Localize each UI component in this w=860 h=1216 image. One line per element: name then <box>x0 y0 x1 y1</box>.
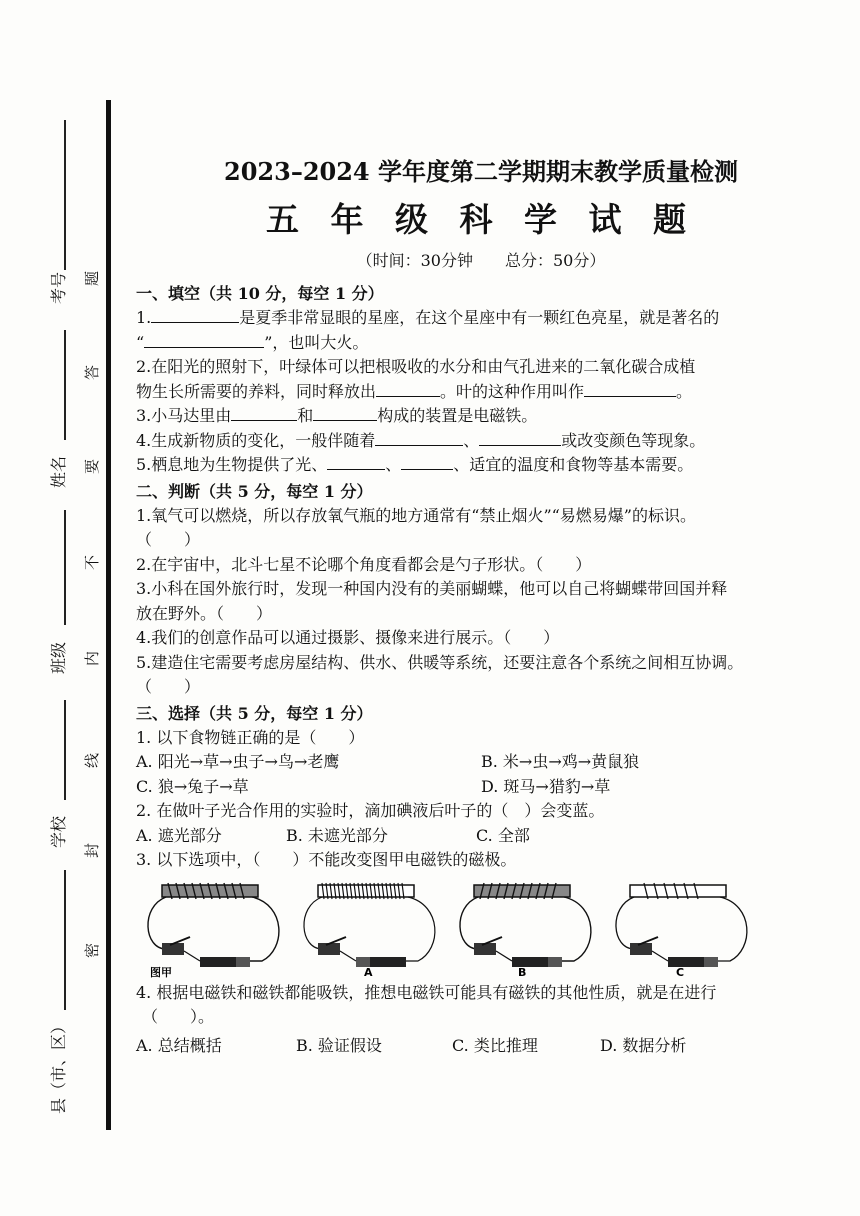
exam-subtitle: 五 年 级 科 学 试 题 <box>266 200 696 239</box>
answer-blank[interactable] <box>144 331 264 348</box>
exam-no-line <box>64 120 66 270</box>
option[interactable]: C. 全部 <box>476 825 530 845</box>
question: 1.氧气可以燃烧，所以存放氧气瓶的地方通常有“禁止烟火”“易燃易爆”的标识。 <box>136 505 696 525</box>
option[interactable]: D. 斑马→猎豹→草 <box>481 776 611 796</box>
seal-char: 封 <box>83 842 102 859</box>
section-heading: 一、填空（共 10 分，每空 1 分） <box>136 284 384 303</box>
time-limit: （时间：30分钟 <box>356 251 473 270</box>
answer-blank[interactable] <box>584 380 676 397</box>
name-label: 姓名 <box>49 455 68 488</box>
question: 3.小科在国外旅行时，发现一种国内没有的美丽蝴蝶，他可以自己将蝴蝶带回国并释 <box>136 579 728 598</box>
answer-bracket[interactable]: （ ）。 <box>142 1007 215 1026</box>
seal-char: 密 <box>83 942 102 959</box>
option[interactable]: A. 总结概括 <box>136 1035 222 1055</box>
answer-blank[interactable] <box>231 404 297 421</box>
class-label: 班级 <box>49 641 68 674</box>
binding-line <box>106 100 111 1130</box>
answer-blank[interactable] <box>151 306 239 323</box>
figure-label: B <box>518 965 527 979</box>
question: 4. 根据电磁铁和磁铁都能吸铁，推想电磁铁可能具有磁铁的其他性质，就是在进行 <box>136 982 717 1002</box>
options-row <box>136 1034 826 1059</box>
seal-char: 不 <box>83 554 102 571</box>
answer-blank[interactable] <box>375 429 463 446</box>
question: 3.小马达里由 和 构成的装置是电磁铁。 <box>136 406 538 425</box>
answer-blank[interactable] <box>479 429 561 446</box>
answer-blank[interactable] <box>327 453 385 470</box>
answer-blank[interactable] <box>376 380 440 397</box>
answer-blank[interactable] <box>313 404 377 421</box>
circuit-figure-a[interactable] <box>296 879 444 979</box>
section-heading: 三、选择（共 5 分，每空 1 分） <box>136 703 373 723</box>
options-row <box>136 775 826 800</box>
exam-title: 2023–2024 学年度第二学期期末教学质量检测 <box>224 157 738 186</box>
county-label: 县（市、区） <box>49 1017 68 1114</box>
answer-bracket[interactable]: （ ） <box>136 677 201 696</box>
question: 4.生成新物质的变化，一般伴随着 、 或改变颜色等现象。 <box>136 430 706 450</box>
option[interactable]: B. 未遮光部分 <box>286 825 388 845</box>
county-line <box>64 870 66 1010</box>
option[interactable]: C. 类比推理 <box>452 1035 538 1055</box>
school-label: 学校 <box>49 815 68 848</box>
question: 5.栖息地为生物提供了光、 、 、适宜的温度和食物等基本需要。 <box>136 455 694 474</box>
seal-char: 要 <box>83 458 102 475</box>
name-line <box>64 330 66 440</box>
option[interactable]: D. 数据分析 <box>600 1035 687 1055</box>
question: 1. 以下食物链正确的是（ ） <box>136 727 365 747</box>
seal-char: 题 <box>83 270 102 287</box>
question: 2.在阳光的照射下，叶绿体可以把根吸收的水分和由气孔进来的二氧化碳合成植 <box>136 357 696 376</box>
options-row <box>136 824 826 849</box>
seal-char: 线 <box>83 752 102 769</box>
question: 放在野外。（ ） <box>136 603 273 623</box>
exam-no-label: 考号 <box>49 271 68 304</box>
option[interactable]: A. 遮光部分 <box>136 825 222 845</box>
figure-label: 图甲 <box>150 965 172 979</box>
option[interactable]: B. 米→虫→鸡→黄鼠狼 <box>481 752 640 771</box>
circuit-figure-c[interactable] <box>608 879 756 979</box>
school-line <box>64 700 66 800</box>
class-line <box>64 510 66 625</box>
answer-bracket[interactable]: （ ） <box>136 530 201 549</box>
options-row <box>136 750 826 775</box>
total-score: 总分：50分） <box>505 251 606 270</box>
exam-meta <box>136 246 826 276</box>
option[interactable]: B. 验证假设 <box>296 1035 382 1055</box>
figure-label: C <box>676 965 685 979</box>
question: “ ”，也叫大火。 <box>136 332 369 352</box>
question: 2.在宇宙中，北斗七星不论哪个角度看都会是勺子形状。（ ） <box>136 554 592 574</box>
section-heading: 二、判断（共 5 分，每空 1 分） <box>136 481 373 501</box>
question: 物生长所需要的养料，同时释放出 。叶的这种作用叫作 。 <box>136 381 693 401</box>
seal-char: 答 <box>83 364 102 381</box>
circuit-figure-b[interactable] <box>452 879 600 979</box>
option[interactable]: C. 狼→兔子→草 <box>136 776 249 796</box>
figure-label: A <box>364 965 373 979</box>
question: 3. 以下选项中，（ ）不能改变图甲电磁铁的磁极。 <box>136 850 517 869</box>
circuit-figure-jia[interactable] <box>140 879 288 979</box>
answer-blank[interactable] <box>401 453 453 470</box>
circuit-figures <box>140 879 826 979</box>
seal-char: 内 <box>83 650 102 667</box>
exam-paper <box>136 150 826 1058</box>
question: 1. 是夏季非常显眼的星座，在这个星座中有一颗红色亮星，就是著名的 <box>136 308 720 327</box>
question: 2. 在做叶子光合作用的实验时，滴加碘液后叶子的（ ）会变蓝。 <box>136 801 605 820</box>
question: 5.建造住宅需要考虑房屋结构、供水、供暖等系统，还要注意各个系统之间相互协调。 <box>136 652 744 672</box>
option[interactable]: A. 阳光→草→虫子→鸟→老鹰 <box>136 752 340 771</box>
question: 4.我们的创意作品可以通过摄影、摄像来进行展示。（ ） <box>136 628 560 647</box>
